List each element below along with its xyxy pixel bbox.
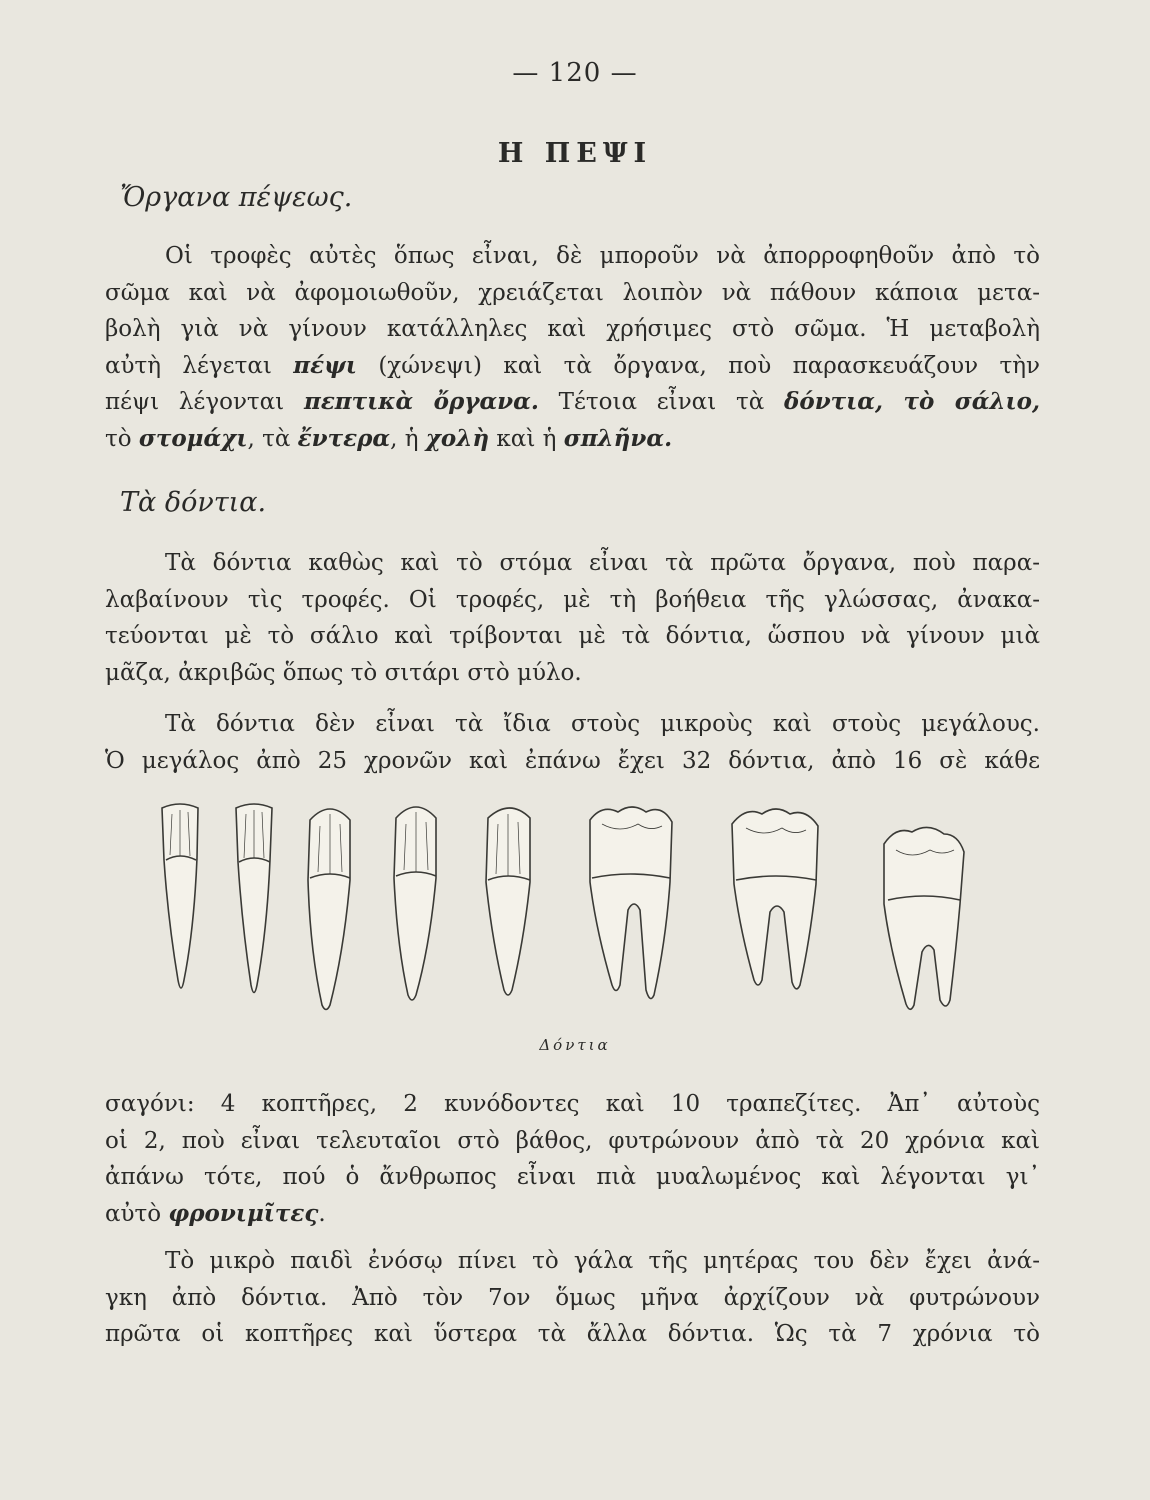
paragraph-digestion: [105, 238, 1040, 457]
molar-tooth-2: [732, 809, 818, 989]
text-line: τὸ στομάχι, τὰ ἔντερα, ἡ χολὴ καὶ ἡ σπλῆνα.: [105, 424, 673, 452]
paragraph-teeth-intro: [105, 545, 1040, 691]
figure-caption: Δόντια: [539, 1036, 611, 1054]
text-line: αὐτὸ φρονιμῖτες.: [105, 1199, 326, 1227]
canine-tooth-1: [308, 809, 350, 1010]
paragraph-teeth-types: [105, 1086, 1040, 1232]
text-line: αὐτὴ λέγεται πέψι (χώνεψι) καὶ τὰ ὄργανα, ποὺ παρασκευάζουν τὴν: [105, 351, 1040, 379]
text-line: οἱ 2, ποὺ εἶναι τελευταῖοι στὸ βάθος, φυτρώνουν ἀπὸ τὰ 20 χρόνια καὶ: [105, 1127, 1040, 1154]
chapter-title: Η ΠΕΨΙ: [497, 138, 653, 169]
paragraph-teeth-adults: [105, 706, 1040, 779]
text-line: ἀπάνω τότε, πού ὁ ἄνθρωπος εἶναι πιὰ μυαλωμένος καὶ λέγονται γι᾿: [105, 1164, 1040, 1190]
page-number: — 120 —: [512, 58, 638, 88]
wisdom-tooth: [884, 827, 964, 1009]
section-heading-teeth: Τὰ δόντια.: [120, 487, 267, 518]
section-heading-digestive-organs: Ὄργανα πέψεως.: [120, 182, 353, 213]
text-line: τεύονται μὲ τὸ σάλιο καὶ τρίβονται μὲ τὰ δόντια, ὥσπου νὰ γίνουν μιὰ: [105, 623, 1040, 649]
premolar-tooth: [486, 808, 530, 995]
text-line: πρῶτα οἱ κοπτῆρες καὶ ὕστερα τὰ ἄλλα δόντια. Ὡς τὰ 7 χρόνια τὸ: [105, 1321, 1040, 1347]
canine-tooth-2: [394, 807, 436, 1000]
paragraph-child-teeth: [105, 1243, 1040, 1353]
text-line: γκη ἀπὸ δόντια. Ἀπὸ τὸν 7ον ὅμως μῆνα ἀρχίζουν νὰ φυτρώνουν: [105, 1284, 1040, 1311]
incisor-tooth-1: [162, 804, 198, 988]
text-line: σαγόνι: 4 κοπτῆρες, 2 κυνόδοντες καὶ 10 τραπεζίτες. Ἀπ᾿ αὐτοὺς: [105, 1091, 1040, 1117]
text-line: βολὴ γιὰ νὰ γίνουν κατάλληλες καὶ χρήσιμες στὸ σῶμα. Ἡ μεταβολὴ: [105, 316, 1040, 342]
molar-tooth-1: [590, 807, 672, 999]
text-line: σῶμα καὶ νὰ ἀφομοιωθοῦν, χρειάζεται λοιπὸν νὰ πάθουν κάποια μετα-: [105, 279, 1040, 306]
text-line: Τὸ μικρὸ παιδὶ ἐνόσῳ πίνει τὸ γάλα τῆς μητέρας του δὲν ἔχει ἀνά-: [165, 1248, 1040, 1274]
text-line: Τὰ δόντια δὲν εἶναι τὰ ἴδια στοὺς μικροὺς καὶ στοὺς μεγάλους.: [165, 711, 1040, 737]
text-line: Τὰ δόντια καθὼς καὶ τὸ στόμα εἶναι τὰ πρῶτα ὄργανα, ποὺ παρα-: [165, 550, 1040, 576]
text-line: Οἱ τροφὲς αὐτὲς ὅπως εἶναι, δὲ μποροῦν νὰ ἀπορροφηθοῦν ἀπὸ τὸ: [165, 243, 1040, 269]
text-line: πέψι λέγονται πεπτικὰ ὄργανα. Τέτοια εἶναι τὰ δόντια, τὸ σάλιο,: [105, 388, 1041, 415]
incisor-tooth-2: [236, 804, 272, 993]
text-line: μᾶζα, ἀκριβῶς ὅπως τὸ σιτάρι στὸ μύλο.: [105, 659, 582, 686]
text-line: λαβαίνουν τὶς τροφές. Οἱ τροφές, μὲ τὴ βοήθεια τῆς γλώσσας, ἀνακα-: [105, 586, 1040, 613]
teeth-illustration: [150, 800, 1010, 1022]
text-line: Ὁ μεγάλος ἀπὸ 25 χρονῶν καὶ ἐπάνω ἔχει 32 δόντια, ἀπὸ 16 σὲ κάθε: [105, 747, 1040, 774]
